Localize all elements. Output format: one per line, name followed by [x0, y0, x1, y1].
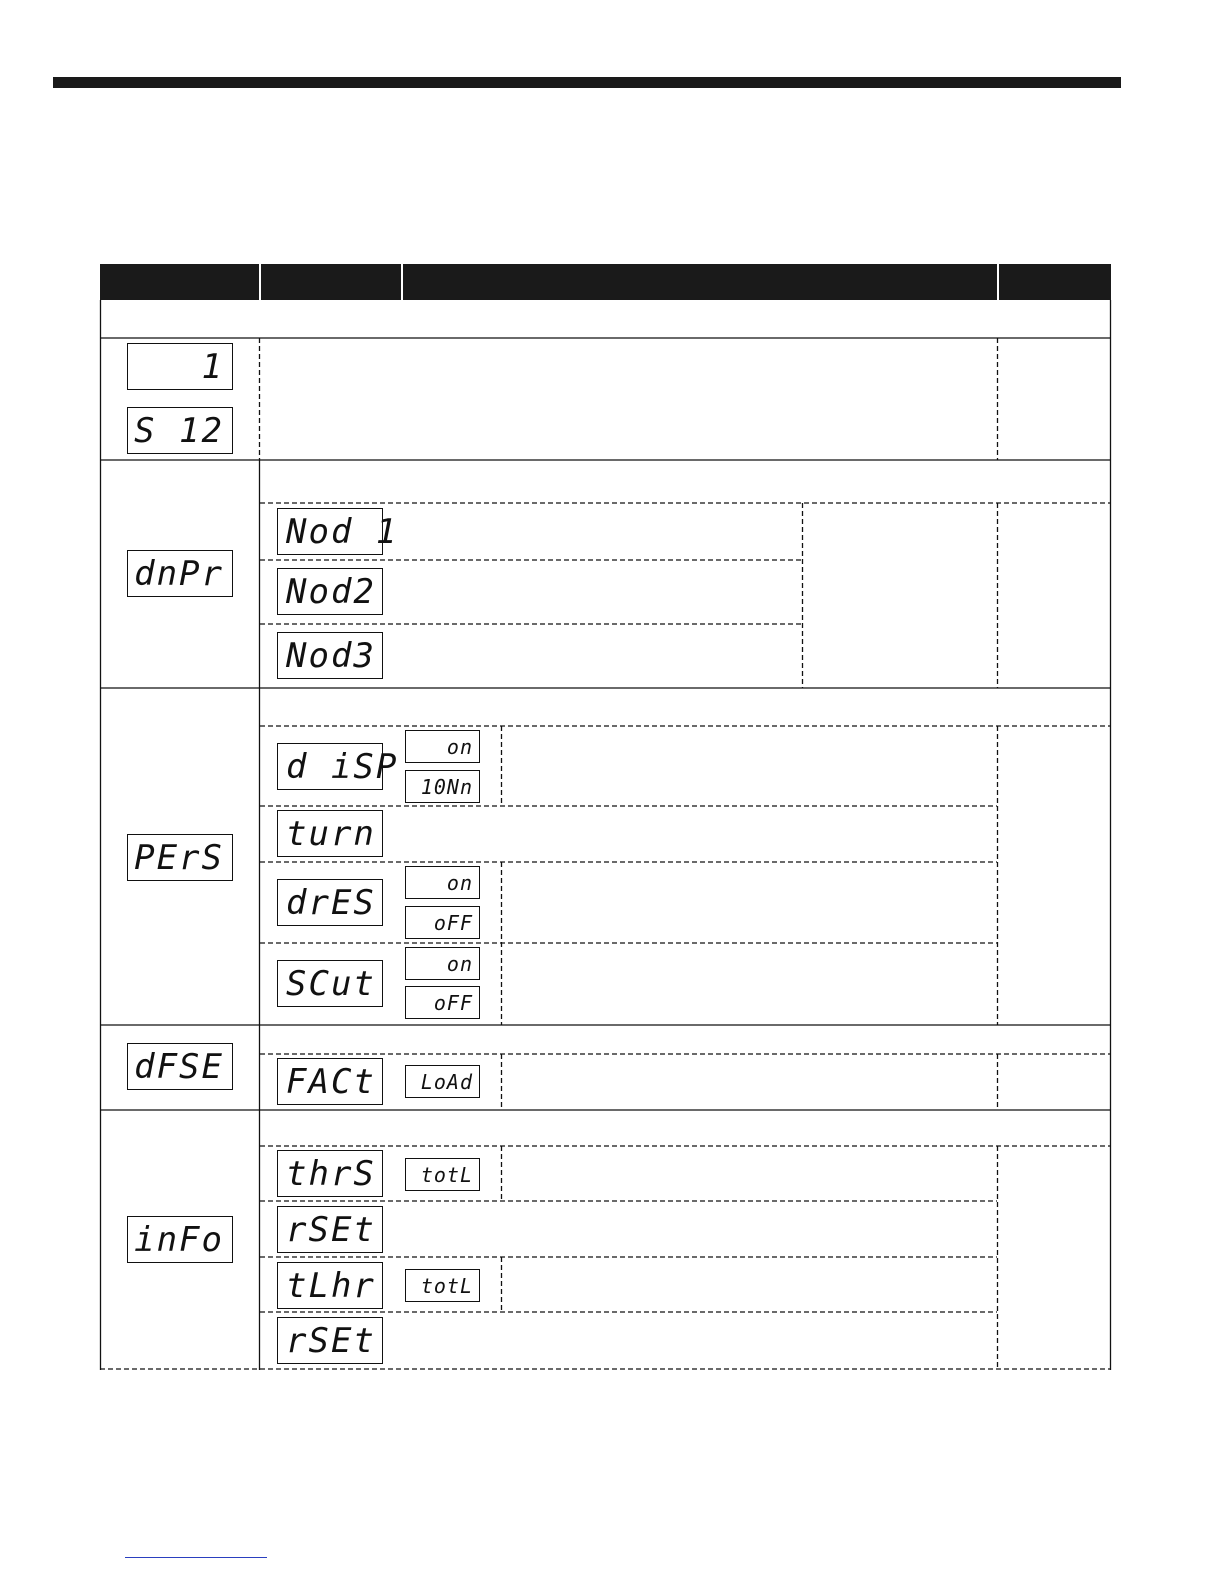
lcd-scut-option-on: on — [405, 947, 480, 980]
lcd-dres-option-off: oFF — [405, 906, 480, 939]
lcd-scut: SCut — [277, 960, 383, 1007]
lcd-menu-dfse: dFSE — [127, 1043, 233, 1090]
lcd-thrs-option-total: totL — [405, 1158, 480, 1191]
lcd-disp-option-10min: 10Nn — [405, 770, 480, 803]
lcd-scut-option-off: oFF — [405, 986, 480, 1019]
lcd-address-2: S 12 — [127, 407, 233, 454]
lcd-address-1: 1 — [127, 343, 233, 390]
table-grid — [100, 264, 1111, 1370]
lcd-reset-1: rSEt — [277, 1206, 383, 1253]
lcd-mode-1: Nod 1 — [277, 508, 383, 555]
lcd-menu-pers: PErS — [127, 834, 233, 881]
lcd-fact-option-load: LoAd — [405, 1065, 480, 1098]
top-rule — [53, 77, 1121, 88]
lcd-dres: drES — [277, 879, 383, 926]
lcd-mode-3: Nod3 — [277, 632, 383, 679]
footer-link-underline — [125, 1557, 267, 1558]
lcd-turn: turn — [277, 810, 383, 857]
lcd-menu-dnpr: dnPr — [127, 550, 233, 597]
lcd-thrs: thrS — [277, 1150, 383, 1197]
lcd-fact: FACt — [277, 1058, 383, 1105]
menu-table — [100, 264, 1111, 1370]
lcd-disp-option-on: on — [405, 730, 480, 763]
lcd-tlhr-option-total: totL — [405, 1269, 480, 1302]
lcd-tlhr: tLhr — [277, 1262, 383, 1309]
lcd-mode-2: Nod2 — [277, 568, 383, 615]
lcd-disp: d iSP — [277, 743, 383, 790]
lcd-reset-2: rSEt — [277, 1317, 383, 1364]
lcd-dres-option-on: on — [405, 866, 480, 899]
lcd-menu-info: inFo — [127, 1216, 233, 1263]
